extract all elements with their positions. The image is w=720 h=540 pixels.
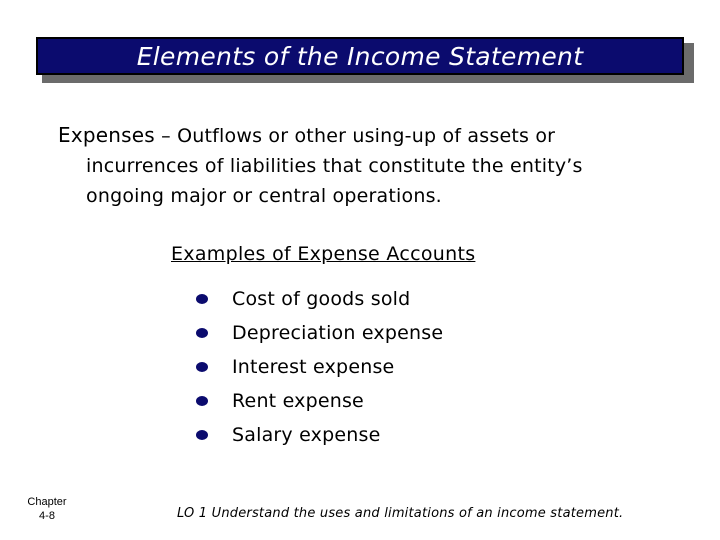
list-item <box>196 350 443 384</box>
expense-account-label: Interest expense <box>232 356 395 378</box>
examples-heading: Examples of Expense Accounts <box>171 243 476 265</box>
title-banner <box>36 37 684 75</box>
expense-account-label: Depreciation expense <box>232 322 444 344</box>
definition-dash: – <box>154 125 178 147</box>
expense-accounts-list <box>196 282 443 452</box>
expense-account-label: Cost of goods sold <box>232 288 411 310</box>
list-item <box>196 316 443 350</box>
bullet-icon <box>196 294 208 304</box>
learning-objective: LO 1 Understand the uses and limitations of an income statement. <box>177 506 624 521</box>
list-item <box>196 384 443 418</box>
slide-title: Elements of the Income Statement <box>136 41 584 71</box>
bullet-icon <box>196 396 208 406</box>
chapter-label: Chapter <box>27 496 67 508</box>
bullet-icon <box>196 430 208 440</box>
bullet-icon <box>196 362 208 372</box>
definition-line-1-text: Outflows or other using-up of assets or <box>177 125 556 147</box>
bullet-icon <box>196 328 208 338</box>
list-item <box>196 282 443 316</box>
definition-line-3: ongoing major or central operations. <box>86 185 442 207</box>
definition-line-2: incurrences of liabilities that constitute the entity’s <box>86 155 583 177</box>
chapter-number: 4-8 <box>39 510 55 522</box>
expense-account-label: Salary expense <box>232 424 381 446</box>
expense-definition <box>58 120 698 211</box>
expense-account-label: Rent expense <box>232 390 364 412</box>
definition-line-1 <box>58 120 698 151</box>
chapter-indicator <box>15 495 79 523</box>
definition-term: Expenses <box>58 123 155 147</box>
list-item <box>196 418 443 452</box>
